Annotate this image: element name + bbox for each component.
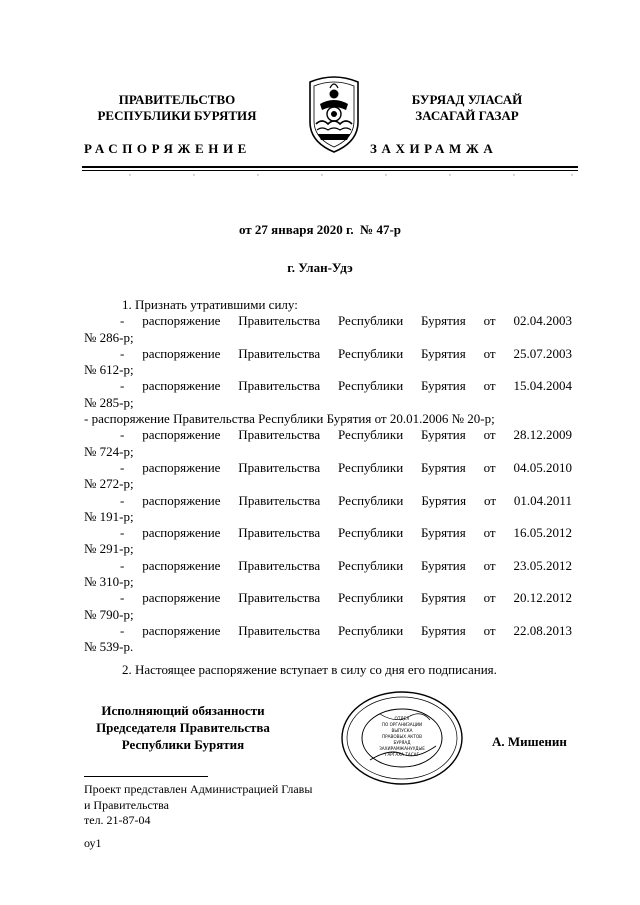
list-item: - распоряжение Правительства Республики Бурятия от 22.08.2013 № 539-р.: [84, 622, 572, 655]
coat-of-arms-icon: [300, 74, 368, 154]
stamp-line: ВЫПУСКА: [391, 728, 413, 733]
signatory-name: А. Мишенин: [492, 734, 567, 749]
header-left-block: [72, 92, 282, 124]
header-right-block: [372, 92, 562, 124]
header-divider-thick: [82, 166, 578, 168]
header-right-line-2: ЗАСАГАЙ ГАЗАР: [415, 108, 519, 123]
document-body: [84, 297, 572, 678]
doc-type-bua: ЗАХИРАМЖА: [370, 141, 498, 156]
list-item: - распоряжение Правительства Республики Бурятия от 15.04.2004 № 285-р;: [84, 378, 572, 410]
city: г. Улан-Удэ: [287, 260, 353, 275]
list-item: - распоряжение Правительства Республики Бурятия от 23.05.2012 № 310-р;: [84, 557, 572, 590]
doc-type-ru: РАСПОРЯЖЕНИЕ: [84, 141, 251, 156]
list-item: - распоряжение Правительства Республики Бурятия от 20.12.2012 № 790-р;: [84, 590, 572, 622]
stamp-line: ПРАВОВЫХ АКТОВ: [381, 734, 423, 739]
stamp-line: ОТДЕЛ: [394, 716, 410, 721]
header-divider-thin: [82, 170, 578, 171]
document-code: оу1: [84, 836, 102, 850]
list-item: - распоряжение Правительства Республики Бурятия от 04.05.2010 № 272-р;: [84, 459, 572, 492]
paragraph-1-intro: 1. Признать утратившими силу:: [122, 297, 298, 312]
paragraph-2-closing: 2. Настоящее распоряжение вступает в силу со дня его подписания.: [122, 661, 497, 677]
header-left-line-1: ПРАВИТЕЛЬСТВО: [118, 92, 236, 107]
list-item: - распоряжение Правительства Республики Бурятия от 02.04.2003 № 286-р;: [84, 313, 572, 345]
header-left-line-2: РЕСПУБЛИКИ БУРЯТИЯ: [97, 108, 257, 123]
stamp-line: ПО ОРГАНИЗАЦИИ: [381, 722, 423, 727]
signatory-position: Исполняющий обязанности Председателя Правительства Республики Бурятия: [96, 703, 270, 752]
header-right-line-1: БУРЯАД УЛАСАЙ: [411, 92, 523, 107]
stamp-line: ЗАХИРАМЖАНУУДЫЕ: [379, 746, 425, 751]
footer-note: Проект представлен Администрацией Главы и Правительства тел. 21-87-04: [84, 782, 313, 827]
list-item: - распоряжение Правительства Республики Бурятия от 20.01.2006 № 20-р;: [84, 411, 495, 427]
list-item: - распоряжение Правительства Республики Бурятия от 25.07.2003 № 612-р;: [84, 345, 572, 378]
header-dotted-rule: [82, 172, 578, 180]
list-item: - распоряжение Правительства Республики Бурятия от 01.04.2011 № 191-р;: [84, 492, 572, 524]
stamp-line: ГАРГАХА ТАСАГ: [384, 752, 420, 757]
stamp-line: БУРЯАД: [393, 740, 411, 745]
footer-divider: [84, 776, 208, 777]
official-stamp-icon: [340, 690, 464, 786]
list-item: - распоряжение Правительства Республики Бурятия от 16.05.2012 № 291-р;: [84, 525, 572, 557]
date-and-number: от 27 января 2020 г. № 47-р: [238, 222, 402, 237]
list-item: - распоряжение Правительства Республики Бурятия от 28.12.2009 № 724-р;: [84, 427, 572, 459]
